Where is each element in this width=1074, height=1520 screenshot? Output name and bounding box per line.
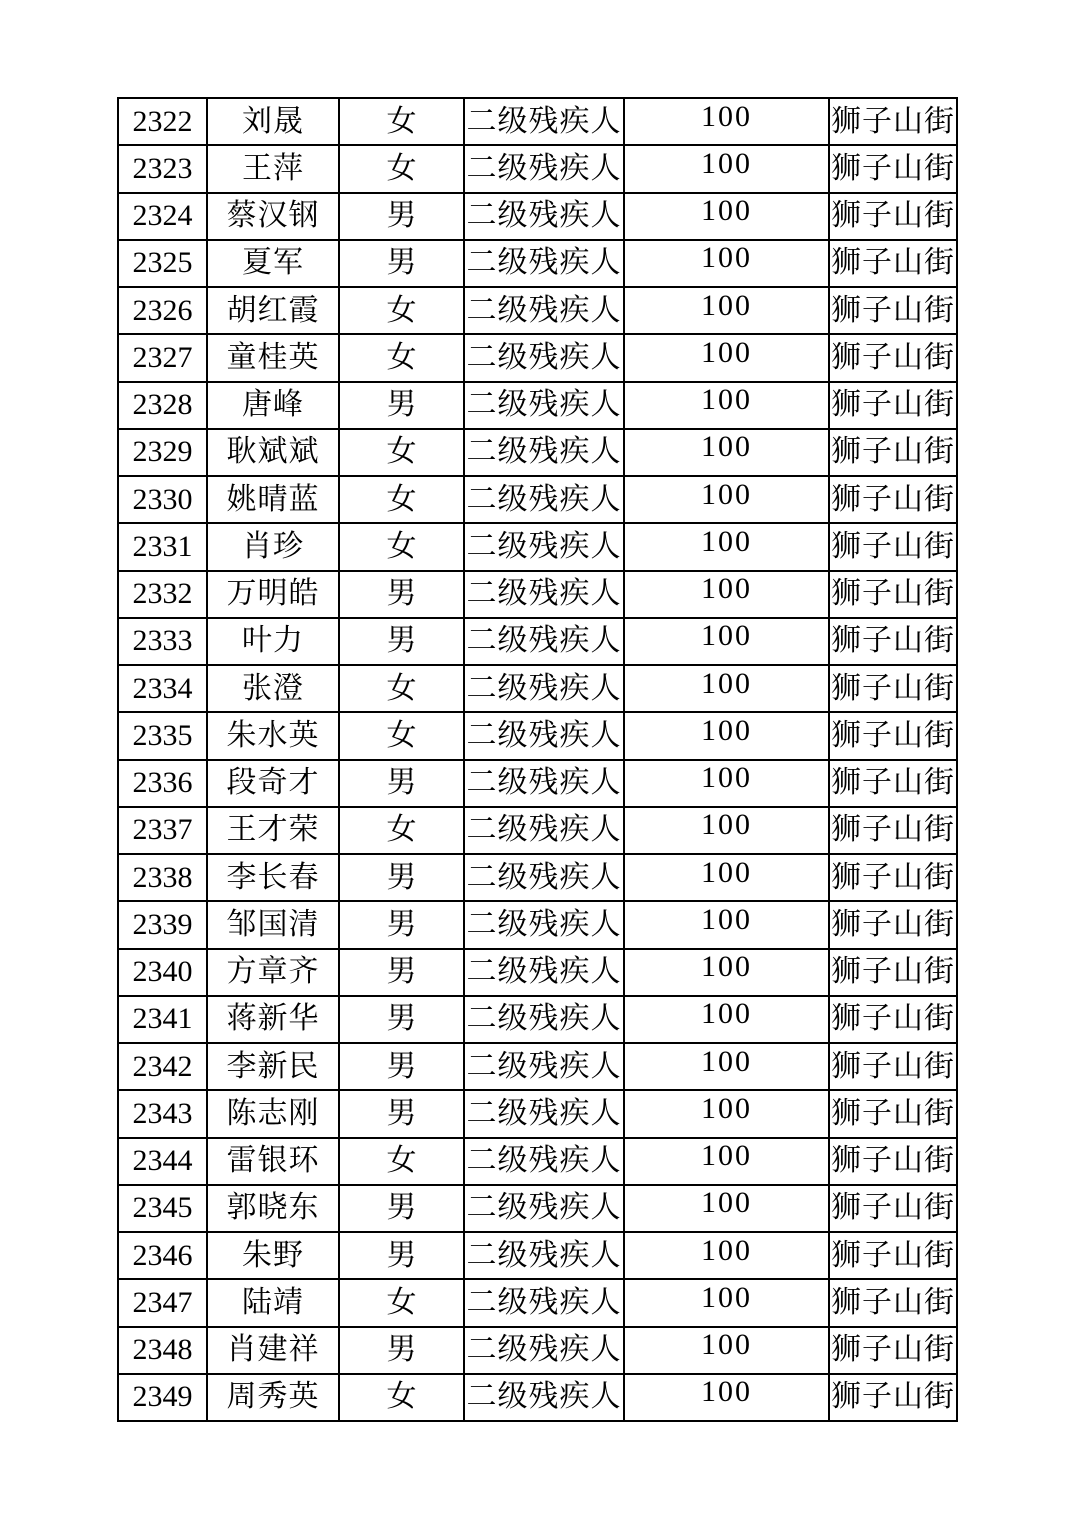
- gender-cell: 女: [339, 712, 464, 759]
- amount-cell: [624, 287, 829, 334]
- street-cell: 狮子山街: [829, 1232, 957, 1279]
- category-cell: 二级残疾人: [464, 1374, 624, 1421]
- id-cell: 2324: [118, 193, 207, 240]
- name-cell: 王萍: [207, 145, 339, 192]
- amount-cell: [624, 760, 829, 807]
- name-cell: 万明皓: [207, 571, 339, 618]
- gender-cell: 女: [339, 1374, 464, 1421]
- street-cell: 狮子山街: [829, 334, 957, 381]
- category-cell: 二级残疾人: [464, 334, 624, 381]
- gender-cell: 女: [339, 1138, 464, 1185]
- gender-cell: 女: [339, 334, 464, 381]
- street-cell: 狮子山街: [829, 1138, 957, 1185]
- street-cell: 狮子山街: [829, 240, 957, 287]
- amount-cell: [624, 996, 829, 1043]
- id-cell: 2349: [118, 1374, 207, 1421]
- category-cell: 二级残疾人: [464, 1138, 624, 1185]
- gender-cell: 女: [339, 807, 464, 854]
- amount-value: 100: [701, 430, 752, 464]
- street-cell: 狮子山街: [829, 807, 957, 854]
- amount-cell: [624, 618, 829, 665]
- table-row: [118, 571, 957, 618]
- street-cell: 狮子山街: [829, 1279, 957, 1326]
- name-cell: 朱野: [207, 1232, 339, 1279]
- street-cell: 狮子山街: [829, 1090, 957, 1137]
- gender-cell: 男: [339, 1090, 464, 1137]
- table-row: [118, 1232, 957, 1279]
- amount-value: 100: [701, 1375, 752, 1409]
- category-cell: 二级残疾人: [464, 429, 624, 476]
- amount-value: 100: [701, 619, 752, 653]
- street-cell: 狮子山街: [829, 854, 957, 901]
- name-cell: 陆靖: [207, 1279, 339, 1326]
- category-cell: 二级残疾人: [464, 240, 624, 287]
- name-cell: 李新民: [207, 1043, 339, 1090]
- gender-cell: 男: [339, 760, 464, 807]
- name-cell: 朱水英: [207, 712, 339, 759]
- amount-value: 100: [701, 1091, 752, 1125]
- name-cell: 胡红霞: [207, 287, 339, 334]
- street-cell: 狮子山街: [829, 760, 957, 807]
- name-cell: 段奇才: [207, 760, 339, 807]
- id-cell: 2334: [118, 665, 207, 712]
- gender-cell: 男: [339, 382, 464, 429]
- id-cell: 2325: [118, 240, 207, 287]
- amount-value: 100: [701, 572, 752, 606]
- category-cell: 二级残疾人: [464, 1090, 624, 1137]
- street-cell: 狮子山街: [829, 571, 957, 618]
- category-cell: 二级残疾人: [464, 145, 624, 192]
- table-row: [118, 1279, 957, 1326]
- table-row: [118, 334, 957, 381]
- name-cell: 蔡汉钢: [207, 193, 339, 240]
- category-cell: 二级残疾人: [464, 193, 624, 240]
- gender-cell: 女: [339, 523, 464, 570]
- amount-value: 100: [701, 1233, 752, 1267]
- category-cell: 二级残疾人: [464, 287, 624, 334]
- table-row: [118, 429, 957, 476]
- gender-cell: 男: [339, 854, 464, 901]
- table-row: [118, 98, 957, 145]
- street-cell: 狮子山街: [829, 618, 957, 665]
- gender-cell: 男: [339, 1043, 464, 1090]
- id-cell: 2332: [118, 571, 207, 618]
- gender-cell: 男: [339, 1232, 464, 1279]
- table-row: [118, 193, 957, 240]
- id-cell: 2343: [118, 1090, 207, 1137]
- id-cell: 2333: [118, 618, 207, 665]
- name-cell: 童桂英: [207, 334, 339, 381]
- category-cell: 二级残疾人: [464, 523, 624, 570]
- name-cell: 张澄: [207, 665, 339, 712]
- category-cell: 二级残疾人: [464, 665, 624, 712]
- gender-cell: 女: [339, 1279, 464, 1326]
- id-cell: 2337: [118, 807, 207, 854]
- amount-cell: [624, 145, 829, 192]
- id-cell: 2348: [118, 1327, 207, 1374]
- amount-value: 100: [701, 99, 752, 133]
- id-cell: 2339: [118, 901, 207, 948]
- amount-value: 100: [701, 383, 752, 417]
- gender-cell: 男: [339, 571, 464, 618]
- category-cell: 二级残疾人: [464, 807, 624, 854]
- category-cell: 二级残疾人: [464, 1232, 624, 1279]
- street-cell: 狮子山街: [829, 1374, 957, 1421]
- street-cell: 狮子山街: [829, 1185, 957, 1232]
- name-cell: 蒋新华: [207, 996, 339, 1043]
- amount-value: 100: [701, 713, 752, 747]
- gender-cell: 男: [339, 618, 464, 665]
- id-cell: 2323: [118, 145, 207, 192]
- name-cell: 李长春: [207, 854, 339, 901]
- amount-cell: [624, 571, 829, 618]
- table-row: [118, 618, 957, 665]
- category-cell: 二级残疾人: [464, 1043, 624, 1090]
- amount-value: 100: [701, 902, 752, 936]
- amount-value: 100: [701, 146, 752, 180]
- subsidy-roster-body: [118, 98, 957, 1421]
- name-cell: 陈志刚: [207, 1090, 339, 1137]
- amount-value: 100: [701, 855, 752, 889]
- street-cell: 狮子山街: [829, 476, 957, 523]
- amount-cell: [624, 1090, 829, 1137]
- name-cell: 夏军: [207, 240, 339, 287]
- amount-cell: [624, 1138, 829, 1185]
- gender-cell: 男: [339, 1185, 464, 1232]
- amount-value: 100: [701, 524, 752, 558]
- gender-cell: 男: [339, 901, 464, 948]
- amount-value: 100: [701, 997, 752, 1031]
- gender-cell: 男: [339, 193, 464, 240]
- street-cell: 狮子山街: [829, 1327, 957, 1374]
- gender-cell: 男: [339, 1327, 464, 1374]
- amount-cell: [624, 665, 829, 712]
- category-cell: 二级残疾人: [464, 571, 624, 618]
- street-cell: 狮子山街: [829, 523, 957, 570]
- name-cell: 叶力: [207, 618, 339, 665]
- id-cell: 2331: [118, 523, 207, 570]
- name-cell: 唐峰: [207, 382, 339, 429]
- amount-cell: [624, 98, 829, 145]
- street-cell: 狮子山街: [829, 98, 957, 145]
- street-cell: 狮子山街: [829, 287, 957, 334]
- name-cell: 方章齐: [207, 949, 339, 996]
- amount-value: 100: [701, 477, 752, 511]
- street-cell: 狮子山街: [829, 193, 957, 240]
- category-cell: 二级残疾人: [464, 1279, 624, 1326]
- amount-cell: [624, 193, 829, 240]
- id-cell: 2330: [118, 476, 207, 523]
- amount-value: 100: [701, 194, 752, 228]
- id-cell: 2341: [118, 996, 207, 1043]
- name-cell: 刘晟: [207, 98, 339, 145]
- name-cell: 周秀英: [207, 1374, 339, 1421]
- amount-cell: [624, 807, 829, 854]
- table-row: [118, 665, 957, 712]
- table-row: [118, 1043, 957, 1090]
- table-row: [118, 287, 957, 334]
- id-cell: 2340: [118, 949, 207, 996]
- category-cell: 二级残疾人: [464, 760, 624, 807]
- name-cell: 王才荣: [207, 807, 339, 854]
- amount-value: 100: [701, 288, 752, 322]
- id-cell: 2338: [118, 854, 207, 901]
- amount-cell: [624, 240, 829, 287]
- amount-value: 100: [701, 241, 752, 275]
- amount-cell: [624, 854, 829, 901]
- table-row: [118, 807, 957, 854]
- name-cell: 肖珍: [207, 523, 339, 570]
- street-cell: 狮子山街: [829, 145, 957, 192]
- id-cell: 2347: [118, 1279, 207, 1326]
- amount-cell: [624, 1374, 829, 1421]
- street-cell: 狮子山街: [829, 429, 957, 476]
- amount-value: 100: [701, 666, 752, 700]
- table-row: [118, 1185, 957, 1232]
- amount-cell: [624, 523, 829, 570]
- name-cell: 雷银环: [207, 1138, 339, 1185]
- id-cell: 2326: [118, 287, 207, 334]
- id-cell: 2336: [118, 760, 207, 807]
- id-cell: 2329: [118, 429, 207, 476]
- amount-cell: [624, 712, 829, 759]
- table-row: [118, 145, 957, 192]
- amount-cell: [624, 1327, 829, 1374]
- gender-cell: 男: [339, 240, 464, 287]
- gender-cell: 女: [339, 476, 464, 523]
- street-cell: 狮子山街: [829, 665, 957, 712]
- street-cell: 狮子山街: [829, 712, 957, 759]
- street-cell: 狮子山街: [829, 996, 957, 1043]
- category-cell: 二级残疾人: [464, 476, 624, 523]
- table-row: [118, 901, 957, 948]
- id-cell: 2342: [118, 1043, 207, 1090]
- table-row: [118, 854, 957, 901]
- amount-cell: [624, 382, 829, 429]
- amount-value: 100: [701, 1280, 752, 1314]
- table-row: [118, 1090, 957, 1137]
- category-cell: 二级残疾人: [464, 949, 624, 996]
- name-cell: 邹国清: [207, 901, 339, 948]
- street-cell: 狮子山街: [829, 382, 957, 429]
- table-row: [118, 382, 957, 429]
- gender-cell: 女: [339, 287, 464, 334]
- amount-cell: [624, 1043, 829, 1090]
- amount-value: 100: [701, 808, 752, 842]
- amount-value: 100: [701, 1328, 752, 1362]
- amount-value: 100: [701, 335, 752, 369]
- category-cell: 二级残疾人: [464, 712, 624, 759]
- amount-value: 100: [701, 950, 752, 984]
- id-cell: 2335: [118, 712, 207, 759]
- amount-cell: [624, 334, 829, 381]
- id-cell: 2322: [118, 98, 207, 145]
- table-row: [118, 1327, 957, 1374]
- gender-cell: 女: [339, 98, 464, 145]
- table-row: [118, 240, 957, 287]
- category-cell: 二级残疾人: [464, 901, 624, 948]
- table-row: [118, 760, 957, 807]
- amount-cell: [624, 1185, 829, 1232]
- street-cell: 狮子山街: [829, 949, 957, 996]
- street-cell: 狮子山街: [829, 901, 957, 948]
- amount-cell: [624, 429, 829, 476]
- name-cell: 姚晴蓝: [207, 476, 339, 523]
- gender-cell: 女: [339, 665, 464, 712]
- category-cell: 二级残疾人: [464, 1185, 624, 1232]
- category-cell: 二级残疾人: [464, 98, 624, 145]
- gender-cell: 男: [339, 949, 464, 996]
- category-cell: 二级残疾人: [464, 618, 624, 665]
- id-cell: 2344: [118, 1138, 207, 1185]
- table-row: [118, 712, 957, 759]
- gender-cell: 女: [339, 429, 464, 476]
- table-row: [118, 949, 957, 996]
- amount-value: 100: [701, 1044, 752, 1078]
- amount-value: 100: [701, 1186, 752, 1220]
- table-row: [118, 1374, 957, 1421]
- table-row: [118, 1138, 957, 1185]
- id-cell: 2345: [118, 1185, 207, 1232]
- street-cell: 狮子山街: [829, 1043, 957, 1090]
- amount-cell: [624, 1232, 829, 1279]
- amount-cell: [624, 949, 829, 996]
- category-cell: 二级残疾人: [464, 996, 624, 1043]
- category-cell: 二级残疾人: [464, 1327, 624, 1374]
- table-row: [118, 476, 957, 523]
- category-cell: 二级残疾人: [464, 382, 624, 429]
- amount-cell: [624, 1279, 829, 1326]
- name-cell: 郭晓东: [207, 1185, 339, 1232]
- gender-cell: 男: [339, 996, 464, 1043]
- id-cell: 2346: [118, 1232, 207, 1279]
- amount-cell: [624, 901, 829, 948]
- amount-value: 100: [701, 761, 752, 795]
- amount-cell: [624, 476, 829, 523]
- subsidy-roster-table: [117, 97, 958, 1422]
- name-cell: 耿斌斌: [207, 429, 339, 476]
- gender-cell: 女: [339, 145, 464, 192]
- table-row: [118, 523, 957, 570]
- category-cell: 二级残疾人: [464, 854, 624, 901]
- name-cell: 肖建祥: [207, 1327, 339, 1374]
- id-cell: 2327: [118, 334, 207, 381]
- table-row: [118, 996, 957, 1043]
- id-cell: 2328: [118, 382, 207, 429]
- amount-value: 100: [701, 1139, 752, 1173]
